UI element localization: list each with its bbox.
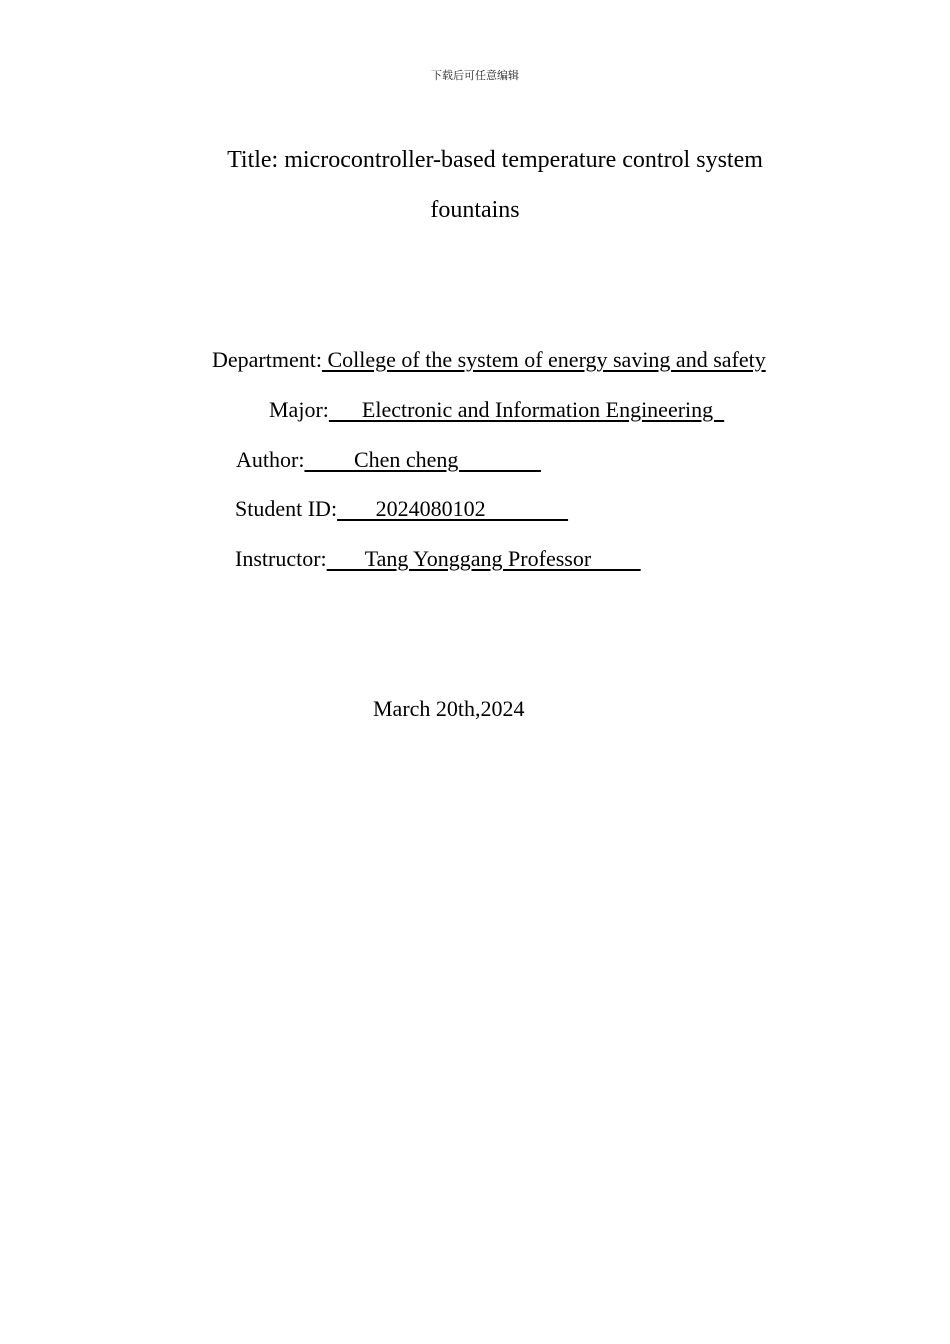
student-id-label: Student ID: [235,496,338,521]
author-value: Chen cheng [304,447,541,472]
header-note: 下载后可任意编辑 [431,69,519,82]
department-value: College of the system of energy saving and safety [321,347,766,372]
major-value: Electronic and Information Engineering [328,397,725,422]
title-line-2: fountains [430,197,520,223]
major-field [269,397,724,423]
student-id-value: 2024080102 [337,496,569,521]
title-line-1: Title: microcontroller-based temperature control system [227,147,763,173]
instructor-field [235,546,641,572]
major-label: Major: [269,397,329,422]
department-label: Department: [212,347,322,372]
document-date: March 20th,2024 [373,696,525,721]
author-field [236,447,541,473]
author-label: Author: [236,447,305,472]
department-field [212,347,766,373]
instructor-label: Instructor: [235,546,327,571]
instructor-value: Tang Yonggang Professor [326,546,641,571]
student-id-field [235,496,568,522]
